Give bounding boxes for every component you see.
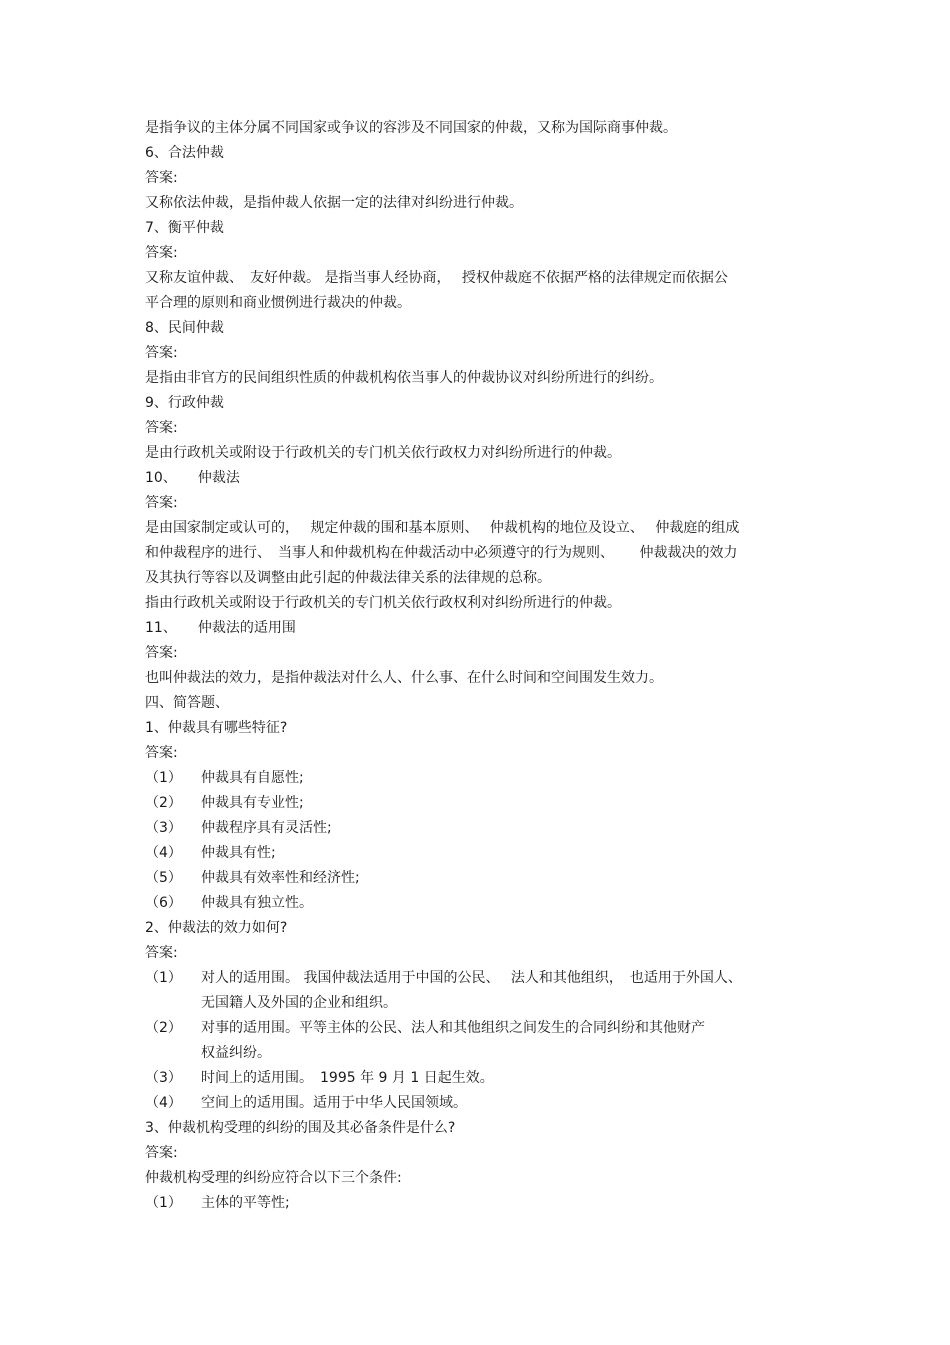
list-number: （2） bbox=[145, 795, 182, 811]
term-heading: 6、合法仲裁 bbox=[145, 145, 224, 161]
term-heading: 9、行政仲裁 bbox=[145, 395, 224, 411]
list-item bbox=[145, 891, 810, 916]
answer-label: 答案: bbox=[145, 245, 178, 261]
list-text: 空间上的适用围。适用于中华人民国领域。 bbox=[201, 1095, 467, 1111]
list-item bbox=[145, 966, 810, 1016]
list-item bbox=[145, 816, 810, 841]
list-text-line: 对事的适用围。平等主体的公民、法人和其他组织之间发生的合同纠纷和其他财产 bbox=[201, 1020, 705, 1036]
answer-label: 答案: bbox=[145, 645, 178, 661]
text-line: 指由行政机关或附设于行政机关的专门机关依行政权利对纠纷所进行的仲裁。 bbox=[145, 595, 621, 611]
question-heading: 2、仲裁法的效力如何? bbox=[145, 920, 288, 936]
text-line: 又称友谊仲裁、 友好仲裁。 是指当事人经协商， 授权仲裁庭不依据严格的法律规定而依据公 bbox=[145, 270, 728, 286]
list-text: 仲裁具有性; bbox=[201, 845, 276, 861]
answer-label: 答案: bbox=[145, 945, 178, 961]
term-heading: 11、 仲裁法的适用围 bbox=[145, 620, 296, 636]
answer-label: 答案: bbox=[145, 745, 178, 761]
list-item bbox=[145, 1016, 810, 1066]
list-item bbox=[145, 766, 810, 791]
list-number: （4） bbox=[145, 845, 182, 861]
text-line: 也叫仲裁法的效力，是指仲裁法对什么人、什么事、在什么时间和空间围发生效力。 bbox=[145, 670, 663, 686]
list-text: 主体的平等性; bbox=[201, 1195, 290, 1211]
text-line: 是由国家制定或认可的， 规定仲裁的围和基本原则、 仲裁机构的地位及设立、 仲裁庭的组成 bbox=[145, 520, 740, 536]
list-number: （1） bbox=[145, 1195, 182, 1211]
list-text: 仲裁具有独立性。 bbox=[201, 895, 313, 911]
term-heading: 10、 仲裁法 bbox=[145, 470, 240, 486]
question-heading: 1、仲裁具有哪些特征? bbox=[145, 720, 288, 736]
answer-label: 答案: bbox=[145, 495, 178, 511]
list-item bbox=[145, 841, 810, 866]
term-heading: 7、衡平仲裁 bbox=[145, 220, 224, 236]
text-line: 是由行政机关或附设于行政机关的专门机关依行政权力对纠纷所进行的仲裁。 bbox=[145, 445, 621, 461]
text-line: 及其执行等容以及调整由此引起的仲裁法律关系的法律规的总称。 bbox=[145, 570, 551, 586]
list-number: （3） bbox=[145, 1070, 182, 1086]
list-text: 仲裁具有效率性和经济性; bbox=[201, 870, 360, 886]
list-number: （6） bbox=[145, 895, 182, 911]
term-heading: 8、民间仲裁 bbox=[145, 320, 224, 336]
list-text-line: 无国籍人及外国的企业和组织。 bbox=[201, 995, 397, 1011]
list-text: 仲裁具有专业性; bbox=[201, 795, 304, 811]
section-heading: 四、简答题、 bbox=[145, 695, 229, 711]
text-line: 和仲裁程序的进行、 当事人和仲裁机构在仲裁活动中必须遵守的行为规则、 仲裁裁决的效力 bbox=[145, 545, 738, 561]
text-line: 平合理的原则和商业惯例进行裁决的仲裁。 bbox=[145, 295, 411, 311]
list-text bbox=[201, 966, 742, 1016]
document-body bbox=[145, 116, 810, 1216]
list-text: 仲裁具有自愿性; bbox=[201, 770, 304, 786]
list-number: （1） bbox=[145, 970, 182, 986]
list-text-line: 对人的适用围。 我国仲裁法适用于中国的公民、 法人和其他组织， 也适用于外国人、 bbox=[201, 970, 742, 986]
list-text: 时间上的适用围。 1995 年 9 月 1 日起生效。 bbox=[201, 1070, 494, 1086]
list-number: （5） bbox=[145, 870, 182, 886]
q1-answer-list bbox=[145, 766, 810, 916]
list-item bbox=[145, 1191, 810, 1216]
answer-label: 答案: bbox=[145, 345, 178, 361]
list-number: （4） bbox=[145, 1095, 182, 1111]
list-text: 仲裁程序具有灵活性; bbox=[201, 820, 332, 836]
answer-label: 答案: bbox=[145, 1145, 178, 1161]
list-item bbox=[145, 866, 810, 891]
text-line: 又称依法仲裁，是指仲裁人依据一定的法律对纠纷进行仲裁。 bbox=[145, 195, 523, 211]
list-item bbox=[145, 1091, 810, 1116]
text-line: 是指争议的主体分属不同国家或争议的容涉及不同国家的仲裁，又称为国际商事仲裁。 bbox=[145, 120, 677, 136]
list-number: （2） bbox=[145, 1020, 182, 1036]
list-number: （3） bbox=[145, 820, 182, 836]
question-heading: 3、仲裁机构受理的纠纷的围及其必备条件是什么? bbox=[145, 1120, 456, 1136]
answer-label: 答案: bbox=[145, 420, 178, 436]
answer-label: 答案: bbox=[145, 170, 178, 186]
text-line: 是指由非官方的民间组织性质的仲裁机构依当事人的仲裁协议对纠纷所进行的纠纷。 bbox=[145, 370, 663, 386]
list-number: （1） bbox=[145, 770, 182, 786]
list-text-line: 权益纠纷。 bbox=[201, 1045, 271, 1061]
list-item bbox=[145, 1066, 810, 1091]
q2-answer-list bbox=[145, 966, 810, 1116]
q3-answer-list bbox=[145, 1191, 810, 1216]
list-item bbox=[145, 791, 810, 816]
list-text bbox=[201, 1016, 705, 1066]
text-line: 仲裁机构受理的纠纷应符合以下三个条件: bbox=[145, 1170, 402, 1186]
